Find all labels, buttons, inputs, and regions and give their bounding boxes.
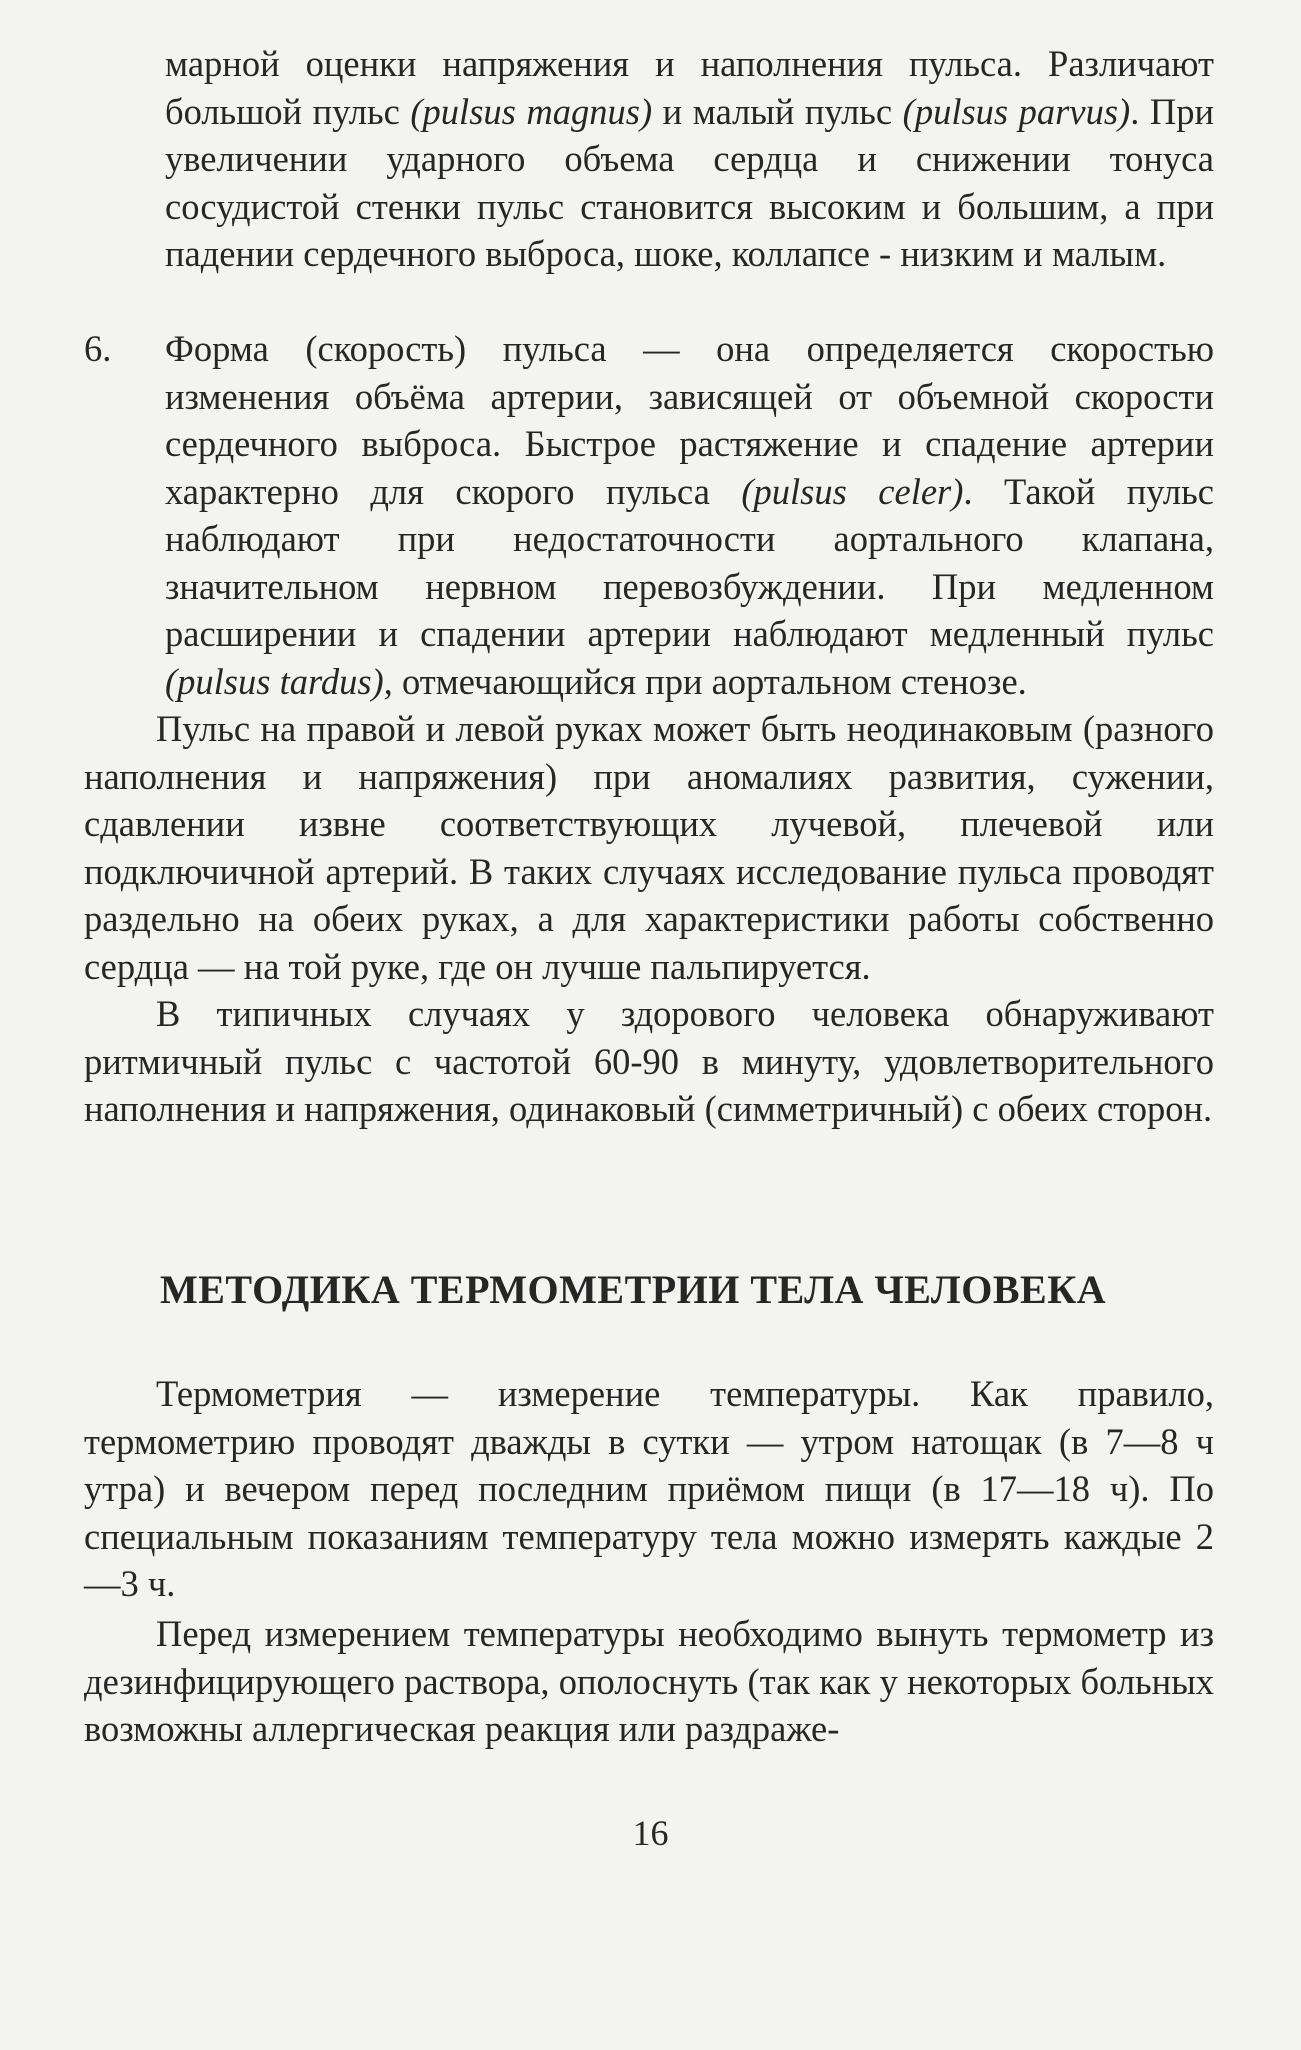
text-run: . Такой пульс наблюдают при недостаточности аортального клапана, значительном нервном перевозбуждении. При медленном расширении и спадении артерии наблюдают медленный пульс [165, 470, 1214, 654]
paragraph: Термометрия — измерение температуры. Как правило, термометрию проводят дважды в сутки — утром натощак (в 7—8 ч утра) и вечером перед последним приёмом пищи (в 17—18 ч). По специальным показаниям температуру тела можно измерять каждые 2—3 ч. [84, 1373, 1214, 1604]
latin-term: (pulsus magnus) [410, 90, 653, 132]
text-run: . При увеличении ударного объема сердца и снижении тонуса сосудистой стенки пульс становится высоким и большим, а при падении сердечного выброса, шоке, коллапсе - низким и малым. [165, 90, 1214, 274]
list-item-body [165, 325, 1214, 705]
latin-term: (pulsus parvus) [902, 90, 1131, 132]
page-number: 16 [632, 1813, 669, 1853]
text-run: и малый пульс [652, 90, 903, 132]
section-heading: МЕТОДИКА ТЕРМОМЕТРИИ ТЕЛА ЧЕЛОВЕКА [160, 1267, 1107, 1312]
latin-term: (pulsus tardus), [165, 660, 393, 702]
list-item-number: 6. [84, 328, 112, 369]
continued-paragraph [165, 40, 1214, 278]
latin-term: (pulsus celer) [741, 470, 964, 512]
text-run: отмечающийся при аортальном стенозе. [392, 660, 1027, 702]
text-run: Форма (скорость) пульса — она определяется скоростью изменения объёма артерии, зависящей от объемной скорости сердечного выброса. Быстрое растяжение и спадение артерии характерно для скорого пульса [165, 328, 1214, 512]
text-run: марной оценки напряжения и наполнения пульса. Различают большой пульс [165, 43, 1214, 132]
paragraph: Перед измерением температуры необходимо вынуть термометр из дезинфицирующего раствора, ополоснуть (так как у некоторых больных возможны аллергическая реакция или раздраже- [84, 1613, 1214, 1749]
paragraph: Пульс на правой и левой руках может быть неодинаковым (разного наполнения и напряжения) при аномалиях развития, сужении, сдавлении извне соответствующих лучевой, плечевой или подключичной артерий. В таких случаях исследование пульса проводят раздельно на обеих руках, а для характеристики работы собственно сердца — на той руке, где он лучше пальпируется. [84, 708, 1214, 987]
paragraph: В типичных случаях у здорового человека обнаруживают ритмичный пульс с частотой 60-90 в минуту, удовлетворительного наполнения и напряжения, одинаковый (симметричный) с обеих сторон. [84, 993, 1214, 1129]
